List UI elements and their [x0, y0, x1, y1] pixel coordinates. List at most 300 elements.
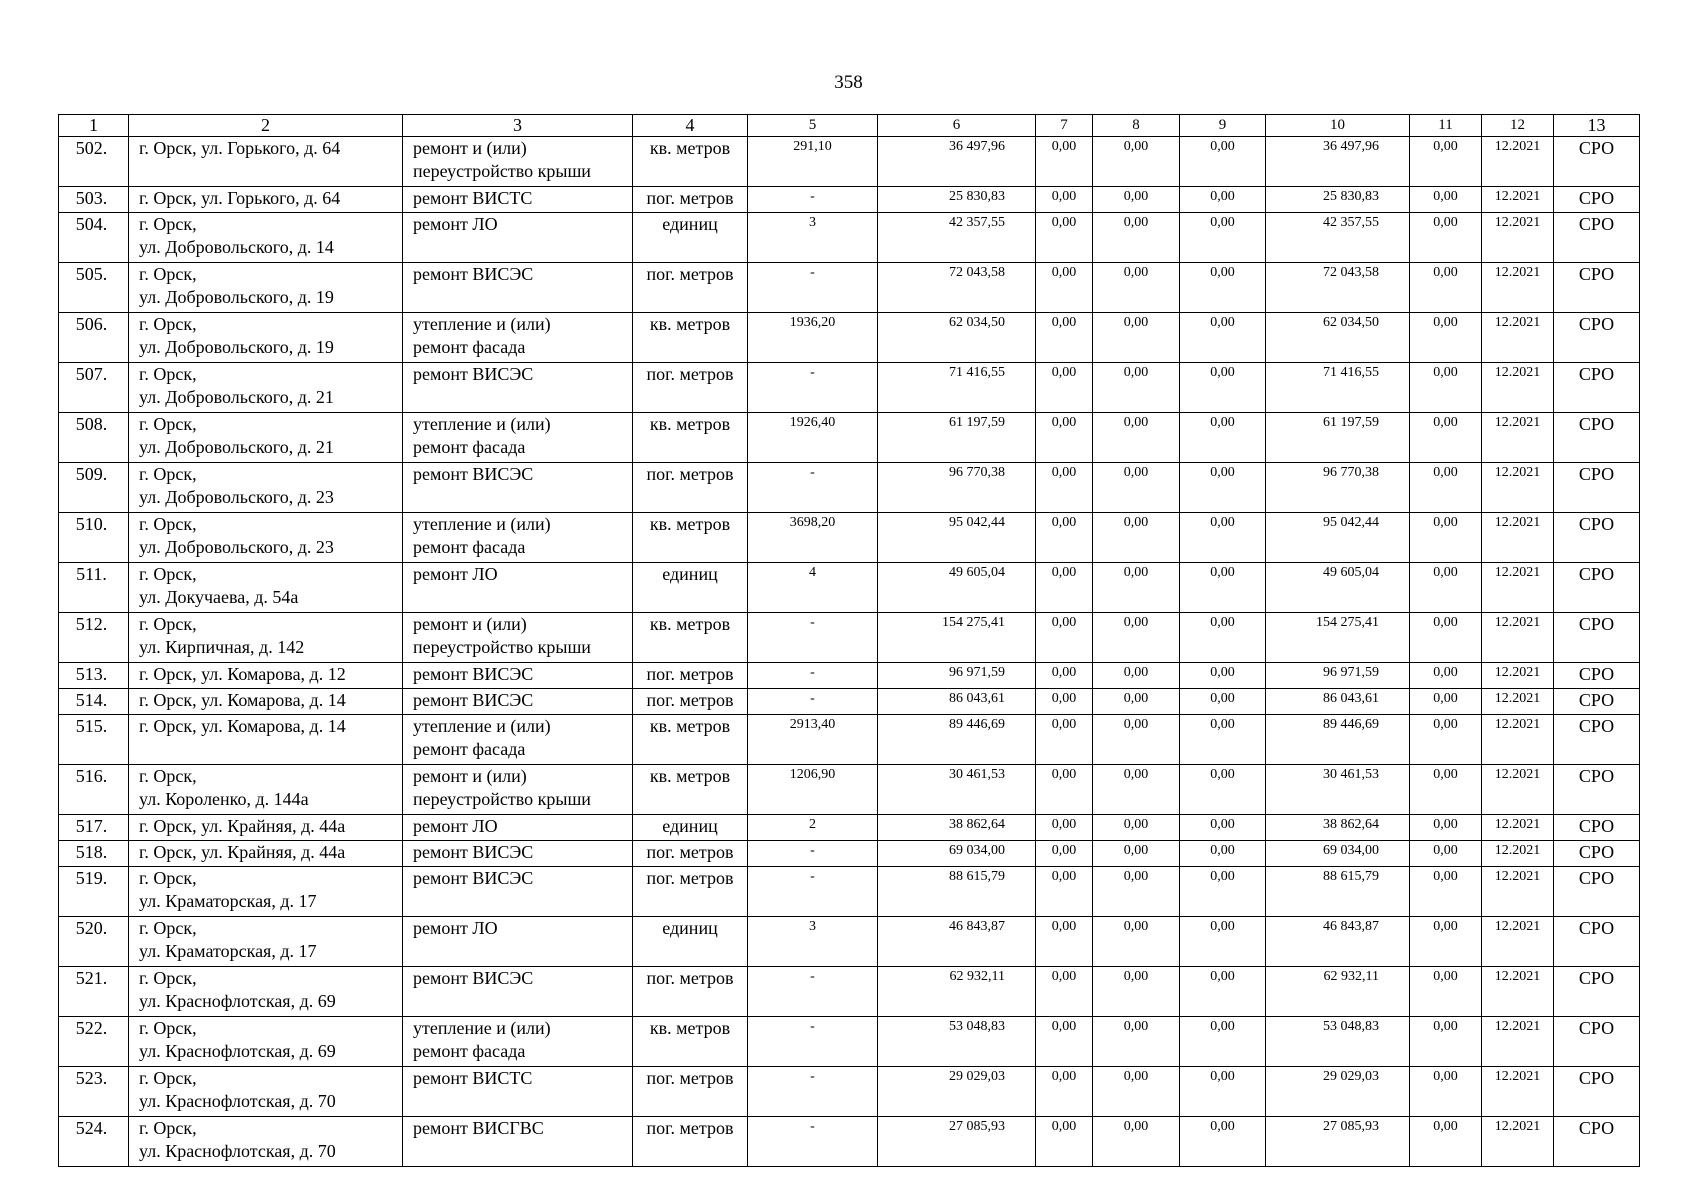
- value-c8: 0,00: [1093, 613, 1180, 663]
- value-c10: 36 497,96: [1266, 137, 1410, 187]
- value-c10: 30 461,53: [1266, 765, 1410, 815]
- method: СРО: [1554, 213, 1640, 263]
- value-c10: 46 843,87: [1266, 917, 1410, 967]
- value-c5: -: [748, 967, 878, 1017]
- value-c7: 0,00: [1036, 463, 1093, 513]
- value-c9: 0,00: [1180, 213, 1266, 263]
- address-line: ул. Короленко, д. 144а: [139, 789, 309, 809]
- value-c12: 12.2021: [1482, 967, 1554, 1017]
- table-row: [59, 967, 1640, 1017]
- work-type-line: ремонт ВИСЭС: [413, 464, 534, 484]
- table-row: [59, 613, 1640, 663]
- work-type-line: ремонт ЛО: [413, 816, 498, 836]
- address-line: г. Орск, ул. Крайняя, д. 44а: [139, 816, 346, 836]
- value-c11: 0,00: [1410, 1117, 1482, 1167]
- address-line: г. Орск,: [139, 1118, 197, 1138]
- value-c6: 96 770,38: [878, 463, 1036, 513]
- work-type-line: ремонт фасада: [413, 337, 526, 357]
- value-c5: 1206,90: [748, 765, 878, 815]
- value-c8: 0,00: [1093, 1067, 1180, 1117]
- table-row: [59, 563, 1640, 613]
- table-row: [59, 841, 1640, 867]
- value-c12: 12.2021: [1482, 263, 1554, 313]
- row-number: 516.: [59, 765, 129, 815]
- value-c7: 0,00: [1036, 689, 1093, 715]
- work-type-line: ремонт ВИСЭС: [413, 968, 534, 988]
- value-c10: 62 034,50: [1266, 313, 1410, 363]
- value-c8: 0,00: [1093, 841, 1180, 867]
- work-type-line: ремонт ЛО: [413, 918, 498, 938]
- value-c9: 0,00: [1180, 613, 1266, 663]
- value-c9: 0,00: [1180, 363, 1266, 413]
- work-type-line: переустройство крыши: [413, 637, 591, 657]
- work-type-line: ремонт фасада: [413, 437, 526, 457]
- work-type-line: ремонт ВИСГВС: [413, 1118, 544, 1138]
- address-line: г. Орск,: [139, 314, 197, 334]
- unit: кв. метров: [633, 513, 748, 563]
- value-c5: 3698,20: [748, 513, 878, 563]
- value-c10: 29 029,03: [1266, 1067, 1410, 1117]
- table-row: [59, 1017, 1640, 1067]
- work-type: [403, 513, 633, 563]
- value-c11: 0,00: [1410, 663, 1482, 689]
- unit: пог. метров: [633, 187, 748, 213]
- value-c6: 36 497,96: [878, 137, 1036, 187]
- method: СРО: [1554, 765, 1640, 815]
- work-type: [403, 715, 633, 765]
- value-c11: 0,00: [1410, 867, 1482, 917]
- value-c8: 0,00: [1093, 463, 1180, 513]
- address-line: ул. Добровольского, д. 19: [139, 337, 334, 357]
- table-row: [59, 765, 1640, 815]
- value-c11: 0,00: [1410, 413, 1482, 463]
- address-line: ул. Добровольского, д. 21: [139, 437, 334, 457]
- value-c12: 12.2021: [1482, 765, 1554, 815]
- value-c7: 0,00: [1036, 413, 1093, 463]
- value-c6: 62 034,50: [878, 313, 1036, 363]
- work-type-line: утепление и (или): [413, 414, 551, 434]
- address: [129, 715, 403, 765]
- row-number: 510.: [59, 513, 129, 563]
- value-c11: 0,00: [1410, 213, 1482, 263]
- table-row: [59, 463, 1640, 513]
- header-cell: 12: [1482, 115, 1554, 137]
- work-type: [403, 263, 633, 313]
- work-type-line: ремонт ЛО: [413, 564, 498, 584]
- unit: кв. метров: [633, 313, 748, 363]
- address: [129, 765, 403, 815]
- value-c12: 12.2021: [1482, 213, 1554, 263]
- repair-schedule-table: [58, 114, 1640, 1167]
- work-type-line: ремонт и (или): [413, 766, 527, 786]
- row-number: 513.: [59, 663, 129, 689]
- value-c7: 0,00: [1036, 563, 1093, 613]
- value-c10: 53 048,83: [1266, 1017, 1410, 1067]
- value-c7: 0,00: [1036, 363, 1093, 413]
- work-type-line: переустройство крыши: [413, 161, 591, 181]
- value-c8: 0,00: [1093, 313, 1180, 363]
- value-c11: 0,00: [1410, 513, 1482, 563]
- work-type-line: ремонт ВИСЭС: [413, 664, 534, 684]
- value-c12: 12.2021: [1482, 563, 1554, 613]
- value-c7: 0,00: [1036, 137, 1093, 187]
- value-c8: 0,00: [1093, 815, 1180, 841]
- table-row: [59, 663, 1640, 689]
- page-number: 358: [834, 72, 863, 93]
- unit: кв. метров: [633, 765, 748, 815]
- value-c6: 61 197,59: [878, 413, 1036, 463]
- address: [129, 917, 403, 967]
- value-c5: -: [748, 1067, 878, 1117]
- value-c5: -: [748, 263, 878, 313]
- value-c5: -: [748, 1117, 878, 1167]
- address: [129, 841, 403, 867]
- address-line: г. Орск,: [139, 264, 197, 284]
- work-type-line: ремонт ВИСТС: [413, 1068, 533, 1088]
- method: СРО: [1554, 867, 1640, 917]
- address-line: г. Орск, ул. Комарова, д. 14: [139, 716, 346, 736]
- address-line: ул. Добровольского, д. 23: [139, 487, 334, 507]
- table-row: [59, 715, 1640, 765]
- value-c12: 12.2021: [1482, 313, 1554, 363]
- value-c11: 0,00: [1410, 363, 1482, 413]
- unit: пог. метров: [633, 363, 748, 413]
- work-type: [403, 815, 633, 841]
- value-c8: 0,00: [1093, 213, 1180, 263]
- address-line: ул. Добровольского, д. 14: [139, 237, 334, 257]
- value-c7: 0,00: [1036, 663, 1093, 689]
- value-c5: -: [748, 613, 878, 663]
- address-line: ул. Краснофлотская, д. 70: [139, 1141, 336, 1161]
- header-cell: 8: [1093, 115, 1180, 137]
- value-c11: 0,00: [1410, 613, 1482, 663]
- address-line: г. Орск, ул. Крайняя, д. 44а: [139, 842, 346, 862]
- value-c11: 0,00: [1410, 463, 1482, 513]
- row-number: 511.: [59, 563, 129, 613]
- table-row: [59, 313, 1640, 363]
- value-c9: 0,00: [1180, 1117, 1266, 1167]
- unit: пог. метров: [633, 1117, 748, 1167]
- value-c8: 0,00: [1093, 1017, 1180, 1067]
- value-c6: 88 615,79: [878, 867, 1036, 917]
- table-row: [59, 513, 1640, 563]
- address: [129, 1117, 403, 1167]
- value-c9: 0,00: [1180, 187, 1266, 213]
- work-type: [403, 187, 633, 213]
- unit: пог. метров: [633, 867, 748, 917]
- unit: пог. метров: [633, 663, 748, 689]
- value-c9: 0,00: [1180, 815, 1266, 841]
- table-row: [59, 689, 1640, 715]
- value-c7: 0,00: [1036, 917, 1093, 967]
- value-c7: 0,00: [1036, 187, 1093, 213]
- address: [129, 313, 403, 363]
- value-c8: 0,00: [1093, 689, 1180, 715]
- value-c9: 0,00: [1180, 841, 1266, 867]
- row-number: 517.: [59, 815, 129, 841]
- address: [129, 689, 403, 715]
- table-row: [59, 137, 1640, 187]
- table-row: [59, 815, 1640, 841]
- method: СРО: [1554, 1117, 1640, 1167]
- row-number: 520.: [59, 917, 129, 967]
- address-line: г. Орск, ул. Горького, д. 64: [139, 138, 341, 158]
- work-type-line: ремонт и (или): [413, 614, 527, 634]
- table-row: [59, 213, 1640, 263]
- unit: единиц: [633, 563, 748, 613]
- value-c8: 0,00: [1093, 513, 1180, 563]
- value-c6: 72 043,58: [878, 263, 1036, 313]
- header-cell: 9: [1180, 115, 1266, 137]
- value-c12: 12.2021: [1482, 689, 1554, 715]
- value-c9: 0,00: [1180, 313, 1266, 363]
- row-number: 512.: [59, 613, 129, 663]
- work-type: [403, 363, 633, 413]
- unit: кв. метров: [633, 413, 748, 463]
- work-type: [403, 413, 633, 463]
- value-c10: 62 932,11: [1266, 967, 1410, 1017]
- value-c12: 12.2021: [1482, 867, 1554, 917]
- value-c6: 27 085,93: [878, 1117, 1036, 1167]
- work-type: [403, 689, 633, 715]
- value-c10: 88 615,79: [1266, 867, 1410, 917]
- value-c6: 71 416,55: [878, 363, 1036, 413]
- unit: единиц: [633, 815, 748, 841]
- value-c9: 0,00: [1180, 715, 1266, 765]
- value-c6: 38 862,64: [878, 815, 1036, 841]
- work-type: [403, 463, 633, 513]
- value-c5: 3: [748, 917, 878, 967]
- work-type-line: утепление и (или): [413, 1018, 551, 1038]
- value-c5: 3: [748, 213, 878, 263]
- address-line: ул. Добровольского, д. 19: [139, 287, 334, 307]
- value-c9: 0,00: [1180, 1067, 1266, 1117]
- value-c8: 0,00: [1093, 137, 1180, 187]
- table-row: [59, 1067, 1640, 1117]
- value-c5: -: [748, 841, 878, 867]
- value-c7: 0,00: [1036, 1067, 1093, 1117]
- value-c8: 0,00: [1093, 867, 1180, 917]
- work-type-line: ремонт ВИСЭС: [413, 690, 534, 710]
- value-c12: 12.2021: [1482, 1017, 1554, 1067]
- address: [129, 1067, 403, 1117]
- value-c8: 0,00: [1093, 967, 1180, 1017]
- address: [129, 213, 403, 263]
- header-cell: 6: [878, 115, 1036, 137]
- row-number: 521.: [59, 967, 129, 1017]
- value-c6: 49 605,04: [878, 563, 1036, 613]
- value-c9: 0,00: [1180, 765, 1266, 815]
- value-c11: 0,00: [1410, 137, 1482, 187]
- header-cell: 5: [748, 115, 878, 137]
- unit: пог. метров: [633, 841, 748, 867]
- value-c7: 0,00: [1036, 1117, 1093, 1167]
- address-line: г. Орск,: [139, 1068, 197, 1088]
- value-c7: 0,00: [1036, 313, 1093, 363]
- address: [129, 867, 403, 917]
- row-number: 502.: [59, 137, 129, 187]
- value-c5: -: [748, 363, 878, 413]
- method: СРО: [1554, 967, 1640, 1017]
- value-c7: 0,00: [1036, 715, 1093, 765]
- table-row: [59, 1117, 1640, 1167]
- value-c7: 0,00: [1036, 263, 1093, 313]
- method: СРО: [1554, 563, 1640, 613]
- row-number: 515.: [59, 715, 129, 765]
- value-c7: 0,00: [1036, 967, 1093, 1017]
- value-c5: 291,10: [748, 137, 878, 187]
- work-type-line: ремонт фасада: [413, 537, 526, 557]
- address: [129, 263, 403, 313]
- column-number-header: [59, 115, 1640, 137]
- address: [129, 815, 403, 841]
- address-line: г. Орск,: [139, 464, 197, 484]
- value-c12: 12.2021: [1482, 513, 1554, 563]
- address: [129, 663, 403, 689]
- value-c12: 12.2021: [1482, 187, 1554, 213]
- work-type-line: ремонт фасада: [413, 739, 526, 759]
- value-c7: 0,00: [1036, 1017, 1093, 1067]
- address-line: ул. Краматорская, д. 17: [139, 941, 317, 961]
- value-c8: 0,00: [1093, 187, 1180, 213]
- row-number: 507.: [59, 363, 129, 413]
- value-c10: 61 197,59: [1266, 413, 1410, 463]
- address-line: ул. Докучаева, д. 54а: [139, 587, 299, 607]
- address-line: ул. Краснофлотская, д. 69: [139, 1041, 336, 1061]
- work-type: [403, 137, 633, 187]
- work-type: [403, 1117, 633, 1167]
- value-c5: -: [748, 1017, 878, 1067]
- method: СРО: [1554, 513, 1640, 563]
- work-type: [403, 313, 633, 363]
- method: СРО: [1554, 689, 1640, 715]
- table-row: [59, 917, 1640, 967]
- value-c8: 0,00: [1093, 765, 1180, 815]
- value-c5: 1926,40: [748, 413, 878, 463]
- value-c7: 0,00: [1036, 841, 1093, 867]
- address-line: г. Орск,: [139, 364, 197, 384]
- value-c11: 0,00: [1410, 1067, 1482, 1117]
- value-c9: 0,00: [1180, 917, 1266, 967]
- address-line: ул. Краматорская, д. 17: [139, 891, 317, 911]
- row-number: 504.: [59, 213, 129, 263]
- method: СРО: [1554, 463, 1640, 513]
- value-c11: 0,00: [1410, 263, 1482, 313]
- value-c11: 0,00: [1410, 917, 1482, 967]
- method: СРО: [1554, 613, 1640, 663]
- work-type: [403, 563, 633, 613]
- value-c9: 0,00: [1180, 137, 1266, 187]
- header-cell: 13: [1554, 115, 1640, 137]
- method: СРО: [1554, 413, 1640, 463]
- value-c6: 86 043,61: [878, 689, 1036, 715]
- address-line: ул. Краснофлотская, д. 69: [139, 991, 336, 1011]
- value-c10: 89 446,69: [1266, 715, 1410, 765]
- work-type-line: ремонт ВИСТС: [413, 188, 533, 208]
- value-c11: 0,00: [1410, 563, 1482, 613]
- work-type: [403, 613, 633, 663]
- value-c10: 49 605,04: [1266, 563, 1410, 613]
- value-c10: 86 043,61: [1266, 689, 1410, 715]
- address-line: г. Орск,: [139, 564, 197, 584]
- value-c11: 0,00: [1410, 313, 1482, 363]
- value-c9: 0,00: [1180, 867, 1266, 917]
- method: СРО: [1554, 313, 1640, 363]
- work-type-line: ремонт фасада: [413, 1041, 526, 1061]
- value-c11: 0,00: [1410, 841, 1482, 867]
- row-number: 524.: [59, 1117, 129, 1167]
- value-c9: 0,00: [1180, 513, 1266, 563]
- value-c5: -: [748, 463, 878, 513]
- unit: кв. метров: [633, 613, 748, 663]
- address-line: г. Орск, ул. Комарова, д. 14: [139, 690, 346, 710]
- unit: пог. метров: [633, 263, 748, 313]
- work-type: [403, 765, 633, 815]
- row-number: 506.: [59, 313, 129, 363]
- method: СРО: [1554, 1067, 1640, 1117]
- address-line: г. Орск, ул. Комарова, д. 12: [139, 664, 346, 684]
- method: СРО: [1554, 917, 1640, 967]
- value-c9: 0,00: [1180, 689, 1266, 715]
- value-c6: 53 048,83: [878, 1017, 1036, 1067]
- work-type-line: ремонт ВИСЭС: [413, 868, 534, 888]
- method: СРО: [1554, 363, 1640, 413]
- value-c5: 2: [748, 815, 878, 841]
- address-line: г. Орск,: [139, 766, 197, 786]
- value-c6: 25 830,83: [878, 187, 1036, 213]
- value-c11: 0,00: [1410, 1017, 1482, 1067]
- value-c8: 0,00: [1093, 715, 1180, 765]
- work-type: [403, 841, 633, 867]
- value-c11: 0,00: [1410, 765, 1482, 815]
- address: [129, 513, 403, 563]
- address: [129, 463, 403, 513]
- value-c6: 62 932,11: [878, 967, 1036, 1017]
- value-c10: 96 770,38: [1266, 463, 1410, 513]
- method: СРО: [1554, 715, 1640, 765]
- value-c12: 12.2021: [1482, 663, 1554, 689]
- header-cell: 4: [633, 115, 748, 137]
- work-type-line: ремонт ВИСЭС: [413, 364, 534, 384]
- table-row: [59, 413, 1640, 463]
- address-line: ул. Добровольского, д. 23: [139, 537, 334, 557]
- value-c10: 95 042,44: [1266, 513, 1410, 563]
- address: [129, 413, 403, 463]
- unit: пог. метров: [633, 463, 748, 513]
- address-line: г. Орск,: [139, 214, 197, 234]
- row-number: 514.: [59, 689, 129, 715]
- value-c6: 29 029,03: [878, 1067, 1036, 1117]
- address: [129, 137, 403, 187]
- value-c5: -: [748, 867, 878, 917]
- work-type-line: ремонт ВИСЭС: [413, 842, 534, 862]
- value-c9: 0,00: [1180, 463, 1266, 513]
- value-c6: 95 042,44: [878, 513, 1036, 563]
- value-c12: 12.2021: [1482, 413, 1554, 463]
- value-c5: -: [748, 689, 878, 715]
- value-c12: 12.2021: [1482, 715, 1554, 765]
- work-type-line: ремонт и (или): [413, 138, 527, 158]
- address-line: г. Орск,: [139, 414, 197, 434]
- row-number: 505.: [59, 263, 129, 313]
- value-c10: 27 085,93: [1266, 1117, 1410, 1167]
- value-c10: 96 971,59: [1266, 663, 1410, 689]
- unit: пог. метров: [633, 689, 748, 715]
- value-c7: 0,00: [1036, 867, 1093, 917]
- unit: единиц: [633, 917, 748, 967]
- row-number: 503.: [59, 187, 129, 213]
- row-number: 518.: [59, 841, 129, 867]
